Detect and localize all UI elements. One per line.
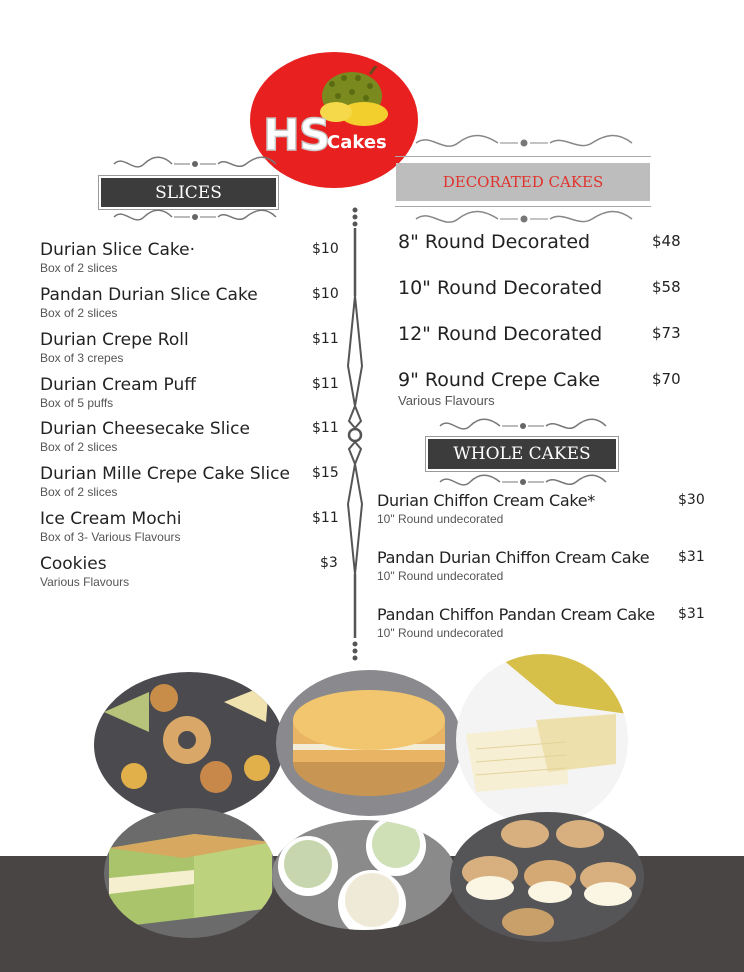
slice-item-price: $10	[312, 286, 339, 302]
slice-item-sub: Box of 2 slices	[40, 440, 118, 454]
slice-item-name: Durian Cheesecake Slice	[40, 419, 250, 439]
slice-item-price: $11	[312, 376, 339, 392]
slice-item-sub: Box of 2 slices	[40, 306, 118, 320]
decorated-item-sub: Various Flavours	[398, 393, 495, 408]
slice-item-sub: Box of 3 crepes	[40, 351, 124, 365]
slice-item-name: Durian Cream Puff	[40, 375, 196, 395]
whole-item-name: Durian Chiffon Cream Cake*	[377, 491, 595, 510]
vertical-divider	[343, 206, 367, 664]
whole-item-sub: 10" Round undecorated	[377, 569, 504, 583]
slice-item-name: Durian Mille Crepe Cake Slice	[40, 464, 290, 484]
slice-item-name: Cookies	[40, 554, 107, 574]
slice-item-price: $11	[312, 331, 339, 347]
whole-item-sub: 10" Round undecorated	[377, 512, 504, 526]
decorated-item-name: 9" Round Crepe Cake	[398, 369, 601, 391]
slice-item-sub: Box of 2 slices	[40, 485, 118, 499]
slice-item-price: $10	[312, 241, 339, 257]
flourish-ornament	[438, 474, 608, 490]
whole-item-name: Pandan Chiffon Pandan Cream Cake	[377, 605, 655, 624]
whole-item-price: $31	[678, 606, 705, 622]
cream-puff-photo	[450, 812, 644, 942]
slice-item-name: Durian Slice Cake·	[40, 240, 196, 260]
decorated-item-name: 8" Round Decorated	[398, 231, 591, 253]
slice-item-name: Ice Cream Mochi	[40, 509, 182, 529]
decorated-item-name: 12" Round Decorated	[398, 323, 603, 345]
whole-heading: WHOLE CAKES	[428, 439, 616, 469]
decorated-item-price: $58	[652, 278, 681, 296]
slice-item-price: $3	[320, 555, 338, 571]
slice-item-price: $11	[312, 510, 339, 526]
slice-item-sub: Box of 5 puffs	[40, 396, 114, 410]
rule	[395, 156, 651, 157]
assorted-slices-photo	[94, 672, 284, 818]
whole-item-price: $30	[678, 492, 705, 508]
slice-item-sub: Various Flavours	[40, 575, 130, 589]
sponge-cake-photo	[276, 670, 462, 816]
decorated-item-price: $48	[652, 232, 681, 250]
pandan-slice-photo	[104, 808, 276, 938]
slice-item-price: $15	[312, 465, 339, 481]
flourish-ornament	[438, 418, 608, 434]
whole-item-name: Pandan Durian Chiffon Cream Cake	[377, 548, 650, 567]
whole-item-price: $31	[678, 549, 705, 565]
slices-heading: SLICES	[101, 178, 276, 207]
slice-item-sub: Box of 2 slices	[40, 261, 118, 275]
flourish-ornament	[414, 210, 634, 228]
whole-item-sub: 10" Round undecorated	[377, 626, 504, 640]
flourish-ornament	[112, 209, 278, 225]
slice-item-price: $11	[312, 420, 339, 436]
logo-initials: HS	[263, 110, 330, 161]
decorated-heading: DECORATED CAKES	[396, 163, 650, 201]
decorated-item-name: 10" Round Decorated	[398, 277, 603, 299]
slice-item-name: Durian Crepe Roll	[40, 330, 189, 350]
flourish-ornament	[414, 134, 634, 152]
crepe-cake-photo	[456, 654, 628, 826]
decorated-item-price: $73	[652, 324, 681, 342]
mochi-photo	[272, 820, 456, 930]
decorated-item-price: $70	[652, 370, 681, 388]
slice-item-name: Pandan Durian Slice Cake	[40, 285, 258, 305]
rule	[395, 206, 651, 207]
flourish-ornament	[112, 156, 278, 172]
slice-item-sub: Box of 3- Various Flavours	[40, 530, 181, 544]
logo-word: Cakes	[327, 132, 387, 153]
